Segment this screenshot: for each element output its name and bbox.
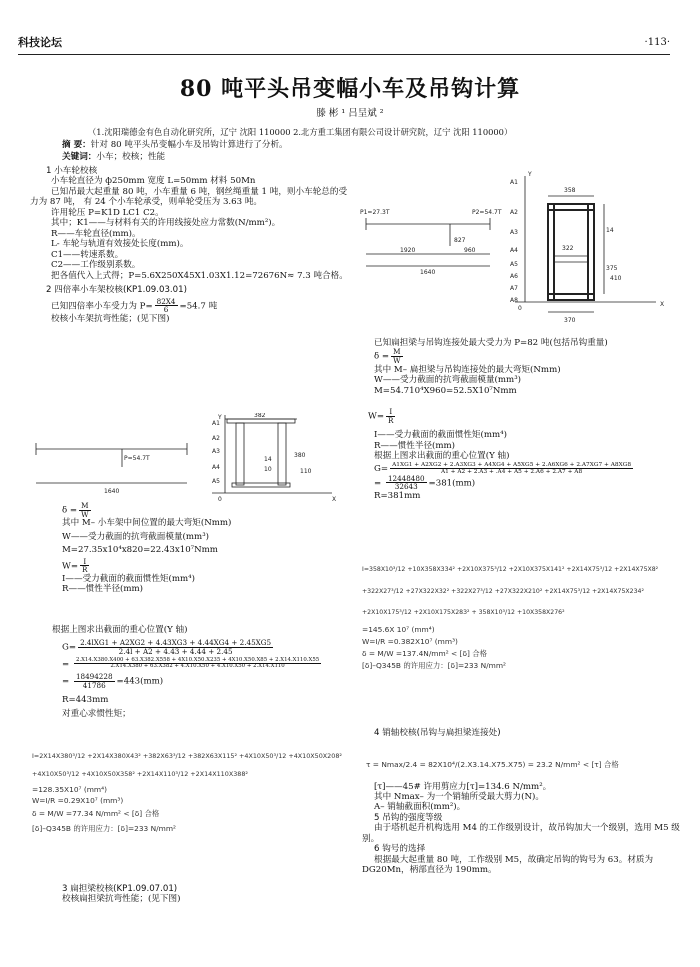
area-label: A1	[212, 420, 220, 427]
origin-label: 0	[218, 496, 222, 503]
affiliations: （1.沈阳瑞德金有色自动化研究所，辽宁 沈阳 110000 2.北方重工集团有限公司设计研究院，辽宁 沈阳 110000）	[88, 127, 513, 137]
paragraph: 根据上图求出截面的重心位置(Y 轴)	[52, 625, 188, 635]
paragraph: R——车轮直径(mm)。	[51, 228, 141, 239]
formula-line: δ = M/W =137.4N/mm² < [δ] 合格	[362, 648, 487, 658]
keywords-text: 小车；校核；性能	[96, 152, 166, 163]
numerator: A1XG1 + A2XG2 + 2.A3XG3 + A4XG4 + A5XG5 + 2.A6XG6 + 2.A7XG7 + A8XG8	[392, 461, 632, 468]
paragraph: C2——工作级别系数。	[51, 260, 141, 271]
dim-label: 14	[606, 227, 614, 234]
paragraph: 根据上图求出截面的重心位置(Y 轴)	[374, 451, 510, 462]
journal-section: 科技论坛	[18, 36, 62, 49]
fraction	[74, 658, 321, 670]
paragraph: 由于塔机起升机构选用 M4 的工作级别设计，故吊钩加大一个级别，选用 M5 级别。	[362, 823, 680, 844]
web-left	[548, 204, 554, 300]
formula-line: =128.35X10⁷ (mm⁴)	[32, 784, 107, 794]
paragraph: 已知吊最大起重量 80 吨，小车重量 6 吨，钢丝绳重量 1 吨，则小车轮总的受力为 87 吨， 有 24 个小车轮承受，则单轮受压为 3.63 吨。	[30, 186, 348, 208]
fraction	[79, 502, 90, 518]
symbol: δ =	[62, 505, 78, 516]
paragraph: A– 销轴截面积(mm²)。	[374, 802, 466, 813]
formula-line: W=I/R =0.382X10⁷ (mm³)	[362, 636, 458, 646]
numerator: M	[79, 502, 90, 511]
symbol: W=	[62, 561, 79, 572]
paragraph: I——受力截面的截面惯性矩(mm⁴)	[374, 430, 507, 441]
web-right	[588, 204, 594, 300]
section-heading: 4 销轴校核(吊钩与扁担梁连接处)	[374, 728, 501, 738]
paragraph: 其中 M– 扁担梁与吊钩连接处的最大弯矩(Nmm)	[374, 364, 561, 375]
spreader-inertia-scan	[362, 566, 680, 670]
area-label: A2	[510, 209, 518, 216]
paragraph: C1——转速系数。	[51, 249, 124, 260]
paragraph: L- 车轮与轨道有效接处长度(mm)。	[51, 239, 189, 250]
paragraph: 校核小车架抗弯性能；(见下图)	[51, 313, 170, 324]
height-label: 110	[300, 468, 312, 475]
numerator: M	[391, 348, 402, 357]
paragraph: 对重心求惯性矩；	[62, 708, 131, 719]
paragraph: R——惯性半径(mm)	[62, 584, 144, 595]
paragraph: [τ]——45# 许用剪应力[τ]=134.6 N/mm²。	[374, 781, 552, 792]
denominator: W	[393, 356, 401, 366]
paragraph: W——受力截面的抗弯截面模量(mm³)	[374, 375, 522, 386]
paragraph: 已知扁担梁与吊钩连接处最大受力为 P=82 吨(包括吊钩重量)	[374, 338, 608, 348]
spreader-beam-figure	[360, 170, 678, 340]
section-heading: 1 小车轮校核	[46, 166, 98, 176]
moment-label: 827	[454, 237, 466, 244]
web-left	[236, 423, 244, 485]
width-label: 382	[254, 413, 266, 419]
header-rule	[18, 54, 670, 55]
paragraph: R=381mm	[374, 490, 421, 501]
section-heading: 3 扁担梁校核(KP1.09.07.01)	[62, 884, 178, 894]
abstract-block	[62, 140, 352, 163]
numerator: I	[386, 408, 395, 417]
dim-label: 1640	[104, 488, 120, 495]
denominator: 41786	[82, 680, 106, 690]
paper-title: 80 吨平头吊变幅小车及吊钩计算	[179, 76, 521, 102]
denominator: 2.X14.X380 + 63.X382 + 4.X10.X50 + 4.X10.X50 + 2.X14.X110	[110, 663, 285, 670]
section-heading: 2 四倍率小车架校核(KP1.09.03.01)	[46, 285, 187, 296]
formula-line: τ = Nmax/2.4 = 82X10⁴/(2.X3.14.X75.X75) = 23.2 N/mm² < [τ] 合格	[366, 760, 619, 770]
dim-label: 322	[562, 245, 574, 252]
axis-y-label: Y	[528, 171, 532, 178]
symbol: G=	[374, 463, 389, 474]
numerator: 12448480	[387, 473, 425, 483]
paragraph: R——惯性半径(mm)	[374, 440, 456, 451]
section-heading: 6 钩号的选择	[374, 844, 426, 855]
formula-line: [δ]–Q345B 的许用应力：[δ]=233 N/mm²	[362, 660, 506, 670]
top-plate	[227, 419, 295, 423]
fraction	[78, 639, 273, 655]
text: 已知四倍率小车受力为 P=	[51, 301, 153, 312]
abstract-label: 摘 要：	[62, 140, 91, 150]
section-3	[62, 884, 352, 905]
denominator: 2.4l + A2 + 4.43 + 4.44 + 2.45	[118, 647, 233, 657]
dim-label: 1640	[420, 269, 436, 276]
width-label: 358	[564, 187, 576, 194]
numerator: I	[80, 558, 89, 567]
area-label: A1	[510, 179, 518, 186]
paragraph: 其中；K1——与材料有关的许用线接处应力常数(N/mm²)。	[51, 218, 281, 229]
numerator: 18494228	[75, 671, 113, 681]
formula-line: +322X27³/12 +27X322X32² +322X27³/12 +27X322X210² +2X14X75³/12 +2X14X75X234²	[362, 587, 644, 595]
paragraph	[30, 298, 348, 314]
formula-line: δ = M/W =77.34 N/mm² < [δ] 合格	[32, 808, 160, 818]
dim-label: 1920	[400, 247, 416, 254]
web-right	[278, 423, 286, 485]
symbol: G=	[62, 643, 77, 654]
formula-line: +4X10X50³/12 +4X10X50X358² +2X14X110³/12 +2X14X110X388²	[32, 769, 248, 778]
dim-label: 960	[464, 247, 476, 254]
paragraph: R=443mm	[62, 695, 109, 706]
denominator: 32643	[394, 482, 418, 492]
denominator: R	[82, 565, 88, 575]
origin-label: 0	[518, 305, 522, 312]
numerator: 2.4lXG1 + A2XG2 + 4.43XG3 + 4.44XG4 + 2.45XG5	[80, 638, 272, 648]
paragraph: I——受力截面的截面惯性矩(mm⁴)	[62, 573, 195, 584]
paragraph: 小车轮直径为 ф250mm 宽度 L=50mm 材料 50Mn	[51, 176, 256, 187]
fraction	[155, 298, 178, 314]
paragraph: 其中 Nmax– 为一个销轴所受最大剪力(N)。	[374, 792, 544, 802]
paragraph: 根据最大起重量 80 吨，工作级别 M5，故确定吊钩的钩号为 63。材质为 DG20Mn，柄部直径为 190mm。	[362, 854, 654, 876]
dim-label: 14	[264, 456, 272, 463]
formula-line: W=I/R =0.29X10⁷ (mm³)	[32, 795, 124, 805]
area-label: A2	[212, 435, 220, 442]
area-label: A3	[510, 229, 518, 236]
paragraph: 把各值代入上式得；P=5.6X250X45X1.03X1.12=72676N≈ 7.3 吨合格。	[51, 270, 348, 281]
area-label: A8	[510, 297, 518, 304]
inertia-scan	[32, 753, 350, 833]
fraction	[390, 462, 633, 475]
paragraph: 许用轮压 P=K1D LC1 C2。	[51, 207, 164, 218]
authors: 滕 彬 ¹ 吕呈斌 ²	[316, 108, 384, 119]
fraction	[391, 348, 402, 364]
abstract-text: 针对 80 吨平头吊变幅小车及吊钩计算进行了分析。	[90, 140, 288, 150]
area-label: A3	[212, 448, 220, 455]
formula-line: I=358X10³/12 +10X358X334² +2X10X375³/12 +2X10X375X141² +2X14X75³/12 +2X14X75X8²	[362, 566, 659, 573]
height-label: 375	[606, 265, 618, 272]
formula-line: =145.6X 10⁷ (mm⁴)	[362, 624, 435, 634]
axis-x-label: X	[332, 496, 337, 503]
section-heading: 5 吊钩的强度等级	[374, 812, 443, 823]
symbol: W=	[368, 411, 385, 422]
denominator: 6	[163, 305, 169, 315]
section-2-formulas	[62, 502, 352, 595]
paragraph: 校核扁担梁抗弯性能；(见下图)	[62, 894, 181, 905]
paragraph: M=27.35x10⁴x820=22.43x10⁷Nmm	[62, 545, 218, 556]
paragraph: W——受力截面的抗弯截面模量(mm³)	[62, 531, 210, 542]
area-label: A5	[212, 478, 220, 485]
load-label: P1=27.3T	[360, 209, 390, 216]
formula-line: [δ]–Q345B 的许用应力：[δ]=233 N/mm²	[32, 823, 176, 833]
paragraph: 其中 M– 小车架中间位置的最大弯矩(Nmm)	[62, 518, 232, 529]
height-label: 410	[610, 275, 622, 282]
denominator: R	[388, 415, 394, 425]
right-column-sections	[362, 728, 680, 876]
result: =381(mm)	[428, 478, 476, 489]
formula-line: +2X10X175³/12 +2X10X175X283² + 358X10³/12 +10X358X276²	[362, 609, 565, 617]
text: =54.7 吨	[179, 301, 218, 312]
numerator: 82X4	[156, 296, 176, 306]
area-label: A4	[212, 464, 220, 471]
section-2-centroid: 根据上图求出截面的重心位置(Y 轴) G= $\frac{\text{2.4lXG1 + A2XG2 + 4.43XG3 + 4.44XG4 + 2.45XG5}}{2.4l + A2 + 4.43 + 4.44 + 2.45}$ = 2.X14.X380.X400 + 63.X382.X558 + 4X10.X50.X235 + 4X10.X50.X85 + 2.X14.X110.X55 2.X14.X380 + 63.X382 + 4.X10.X50 + 4.X10.X50 + 2.X14.X110 = $\frac{18494228}{41786}$ =443(mm) R=443mm 对重心求惯性矩；	[52, 625, 352, 719]
formula-line: I=2X14X380³/12 +2X14X380X43² +382X63³/12 +382X63X115² +4X10X50³/12 +4X10X50X208²	[32, 752, 342, 760]
fraction	[386, 408, 395, 424]
denominator: A1 + A2 + 2.A3 + .A4 + A5 + 2.A6 + 2.A7 + A8	[440, 468, 583, 475]
paragraph: M=54.710⁴X960=52.5X10⁷Nmm	[374, 385, 517, 396]
axis-x-label: X	[660, 301, 665, 308]
fraction	[386, 475, 427, 491]
load-label: P=54.7T	[124, 455, 150, 462]
section-1	[30, 166, 348, 324]
numerator: 2.X14.X380.X400 + 63.X382.X558 + 4X10.X50.X235 + 4X10.X50.X85 + 2.X14.X110.X55	[75, 656, 320, 663]
area-label: A5	[510, 261, 518, 268]
axis-y-label: Y	[218, 414, 222, 421]
area-label: A4	[510, 247, 518, 254]
area-label: A6	[510, 273, 518, 280]
height-label: 380	[294, 452, 306, 459]
area-label: A7	[510, 285, 518, 292]
denominator: W	[81, 509, 89, 519]
page-number: ·113·	[644, 37, 670, 48]
load-label: P2=54.7T	[472, 209, 502, 216]
fraction	[74, 673, 115, 689]
trolley-frame-figure	[32, 413, 338, 505]
keywords-label: 关键词：	[62, 152, 97, 163]
result: =443(mm)	[116, 676, 164, 687]
right-column-formulas: 已知扁担梁与吊钩连接处最大受力为 P=82 吨(包括吊钩重量) δ = $\frac{M}{W}$ 其中 M– 扁担梁与吊钩连接处的最大弯矩(Nmm) W——受力截面的抗弯截面模量(mm³) M=54.710⁴X960=52.5X10⁷Nmm W= $\frac{I}{R}$ I——受力截面的截面惯性矩(mm⁴) R——惯性半径(mm) 根据上图求出截面的重心位置(Y 轴) G= A1XG1 + A2XG2 + 2.A3XG3 + A4XG4 + A5XG5 + 2.A6XG6 + 2.A7XG7 + A8XG8 A1 + A2 + 2.A3 + .A4 + A5 + 2.A6 + 2.A7 + A8 = $\frac{12448480}{32643}$ =381(mm) R=381mm	[362, 338, 680, 501]
width-label: 370	[564, 317, 576, 324]
fraction	[80, 558, 89, 574]
dim-label: 10	[264, 466, 272, 473]
symbol: δ =	[374, 352, 390, 363]
